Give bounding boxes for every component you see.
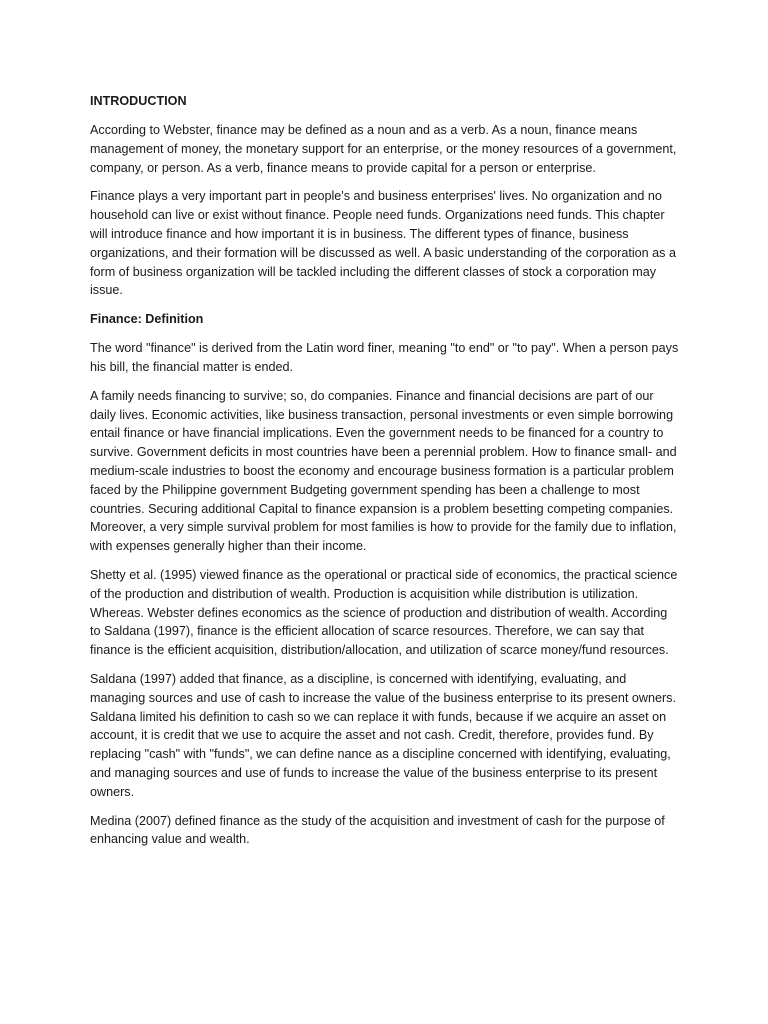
paragraph: Medina (2007) defined finance as the study of the acquisition and investment of cash for the purpose of enhancing value and wealth. bbox=[90, 813, 665, 847]
section-heading-introduction: INTRODUCTION bbox=[90, 94, 187, 108]
paragraph: A family needs financing to survive; so, do companies. Finance and financial decisions are part of our daily lives. Economic activities, like business transaction, personal investments or even simple borrowing entail finance or have financial implications. Even the government needs to be financed for a country to survive. Government deficits in most countries have been a perennial problem. How to finance small- and medium-scale industries to boost the economy and encourage business formation is a particular problem faced by the Philippine government Budgeting government spending has been a challenge to most countries. Securing additional Capital to finance expansion is a problem besetting competing companies. Moreover, a very simple survival problem for most families is how to provide for the family due to inflation, with expenses generally higher than their income. bbox=[90, 388, 677, 554]
paragraph: The word "finance" is derived from the Latin word finer, meaning "to end" or "to pay". When a person pays his bill, the financial matter is ended. bbox=[90, 341, 679, 374]
paragraph: Finance plays a very important part in people's and business enterprises' lives. No organization and no household can live or exist without finance. People need funds. Organizations need funds. This chapter will introduce finance and how important it is in business. The different types of finance, business organizations, and their formation will be discussed as well. A basic understanding of the corporation as a form of business organization will be tackled including the different classes of stock a corporation may issue. bbox=[90, 189, 676, 298]
paragraph: Saldana (1997) added that finance, as a discipline, is concerned with identifying, evaluating, and managing sources and use of cash to increase the value of the business enterprise to its present owners. Saldana limited his definition to cash so we can replace it with funds, because if we acquire an asset on account, it is credit that we use to acquire the asset and not cash. Credit, therefore, provides fund. By replacing "cash" with "funds", we can define nance as a discipline concerned with identifying, evaluating, and managing sources and use of funds to increase the value of the business enterprise to its present owners. bbox=[90, 671, 676, 799]
section-heading-finance-definition: Finance: Definition bbox=[90, 312, 204, 327]
paragraph: According to Webster, finance may be defined as a noun and as a verb. As a noun, finance means management of money, the monetary support for an enterprise, or the money resources of a government, company, or person. As a verb, finance means to provide capital for a person or enterprise. bbox=[90, 123, 677, 175]
document-page bbox=[90, 92, 680, 859]
paragraph: Shetty et al. (1995) viewed finance as the operational or practical side of economics, the practical science of the production and distribution of wealth. Production is acquisition while distribution is utilization. Whereas. Webster defines economics as the science of production and distribution of wealth. According to Saldana (1997), finance is the efficient allocation of scarce resources. Therefore, we can say that finance is the efficient acquisition, distribution/allocation, and utilization of scarce money/fund resources. bbox=[90, 567, 678, 658]
